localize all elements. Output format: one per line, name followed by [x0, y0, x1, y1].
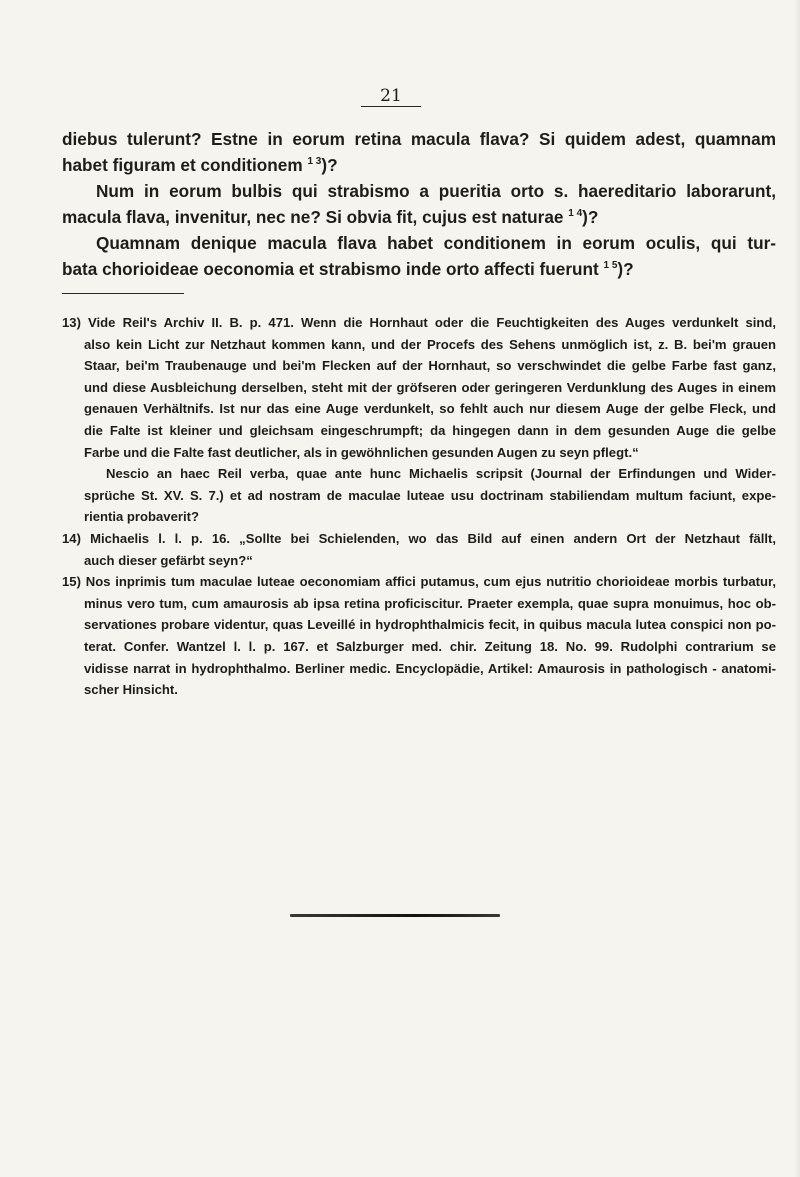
- footnote-line: auch dieser gefärbt seyn?“: [84, 552, 253, 568]
- footnote-13: [62, 312, 776, 528]
- footnote-text: Vide Reil's Archiv II. B. p. 471. Wenn die Hornhaut oder die Feuchtigkeiten des Auges verdunkelt sind,: [88, 315, 776, 330]
- footnote-ref-14: 1 4: [568, 208, 583, 219]
- paragraph-1: [62, 126, 776, 178]
- text-line: [62, 256, 776, 282]
- footnote-line: also kein Licht zur Netzhaut kommen kann, und der Procefs des Sehens unmöglich ist, z. B. bei'm grauen: [84, 336, 776, 352]
- footnote-line: und diese Ausbleichung derselben, steht mit der gröfseren oder geringeren Verdunklung des Auges in einem: [84, 379, 776, 395]
- text-line: diebus tulerunt? Estne in eorum retina macula flava? Si quidem adest, quamnam: [62, 129, 776, 149]
- text-line-content: bata chorioideae oeconomia et strabismo inde orto affecti fuerunt: [62, 259, 599, 279]
- footnote-line: terat. Confer. Wantzel l. l. p. 167. et Salzburger med. chir. Zeitung 18. No. 99. Rudolphi contrarium se: [84, 638, 776, 654]
- footnote-text: Nos inprimis tum maculae luteae oeconomiam affici putamus, cum ejus nutritio chorioideae morbis turbatur,: [85, 574, 776, 590]
- footnote-line: [62, 528, 776, 550]
- paragraph-3: [62, 230, 776, 282]
- footnote-line: Staar, bei'm Traubenauge und bei'm Flecken auf der Hornhaut, so verschwindet die gelbe Farbe fast ganz,: [84, 358, 776, 374]
- footnote-line: minus vero tum, cum amaurosis ab ipsa retina proficiscitur. Praeter exempla, quae supra monuimus, hoc ob-: [84, 595, 776, 611]
- footnote-line: sprüche St. XV. S. 7.) et ad nostram de maculae luteae usu doctrinam stabiliendam multum faciunt, expe-: [84, 487, 776, 503]
- question-mark: )?: [321, 155, 338, 175]
- text-line: Num in eorum bulbis qui strabismo a pueritia orto s. haereditario laborarunt,: [96, 181, 776, 201]
- footnote-line: genauen Verhältnifs. Ist nur das eine Auge verdunkelt, so fehlt auch nur diesem Auge der gelbe Fleck, und: [84, 401, 776, 417]
- footnote-line: [62, 312, 776, 334]
- main-text: [62, 126, 776, 282]
- footnote-line: vidisse narrat in hydrophthalmo. Berliner medic. Encyclopädie, Artikel: Amaurosis in pathologisch - anatomi-: [84, 660, 776, 676]
- page-number: 21: [361, 86, 421, 107]
- footnote-line: rientia probaverit?: [84, 509, 199, 525]
- footnote-line: [62, 571, 776, 593]
- footnote-14: [62, 528, 776, 571]
- question-mark: )?: [582, 207, 599, 227]
- footnote-number: 15): [62, 574, 81, 590]
- footnote-text: Michaelis l. l. p. 16. „Sollte bei Schielenden, wo das Bild auf einen andern Ort der Netzhaut fällt,: [90, 530, 777, 546]
- footnote-number: 14): [62, 530, 81, 546]
- question-mark: )?: [617, 259, 634, 279]
- footnote-line: die Falte ist kleiner und gleichsam eingeschrumpft; da hingegen dann in dem gesunden Auge die gelbe: [84, 422, 776, 438]
- footnote-separator-rule: [62, 293, 184, 294]
- footnote-line: Nescio an haec Reil verba, quae ante hunc Michaelis scripsit (Journal der Erfindungen und Wider-: [106, 466, 776, 482]
- footnote-line: scher Hinsicht.: [84, 682, 178, 698]
- footnote-number: 13): [62, 315, 81, 330]
- paragraph-2: [62, 178, 776, 230]
- footnote-line: Farbe und die Falte fast deutlicher, als in gewöhnlichen gesunden Augen zu seyn pflegt.“: [84, 444, 639, 460]
- end-ornament-rule: [290, 914, 500, 917]
- text-line: [62, 204, 776, 230]
- text-line-content: habet figuram et conditionem: [62, 155, 303, 175]
- footnote-ref-13: 1 3: [307, 156, 322, 167]
- text-line: Quamnam denique macula flava habet conditionem in eorum oculis, qui tur-: [96, 233, 776, 253]
- text-line: [62, 152, 776, 178]
- footnote-line: servationes probare videntur, quas Leveillé in hydrophthalmicis fecit, in quibus macula lutea conspici non po-: [84, 617, 776, 633]
- footnotes: [62, 312, 776, 701]
- text-line-content: macula flava, invenitur, nec ne? Si obvia fit, cujus est naturae: [62, 207, 564, 227]
- page-edge-shadow: [794, 0, 800, 1177]
- footnote-15: [62, 571, 776, 701]
- footnote-ref-15: 1 5: [603, 260, 618, 271]
